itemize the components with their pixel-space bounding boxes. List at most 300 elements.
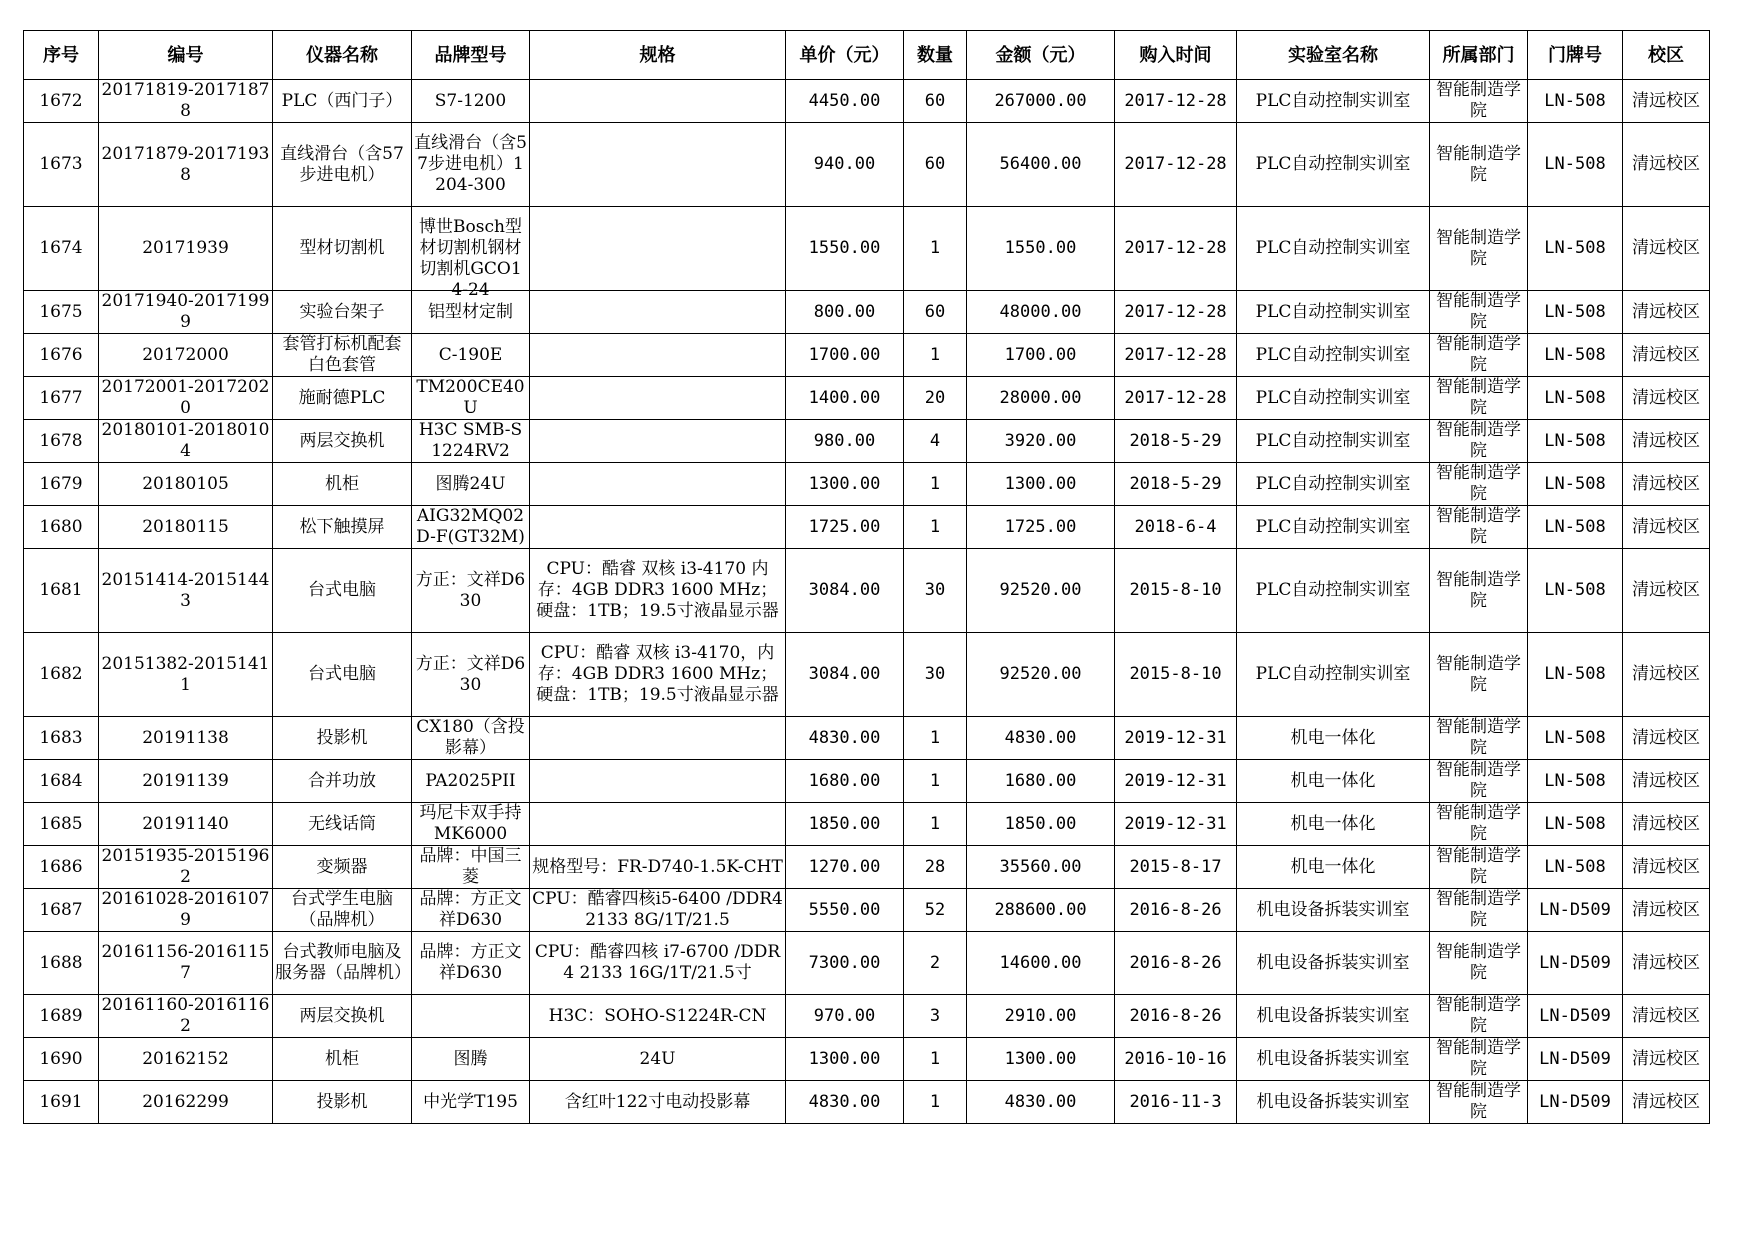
cell-campus <box>1623 803 1710 846</box>
cell-campus <box>1623 207 1710 291</box>
cell-room-text: LN-508 <box>1544 813 1606 834</box>
cell-date-text: 2017-12-28 <box>1124 90 1227 111</box>
cell-seq-text: 1673 <box>39 154 83 174</box>
cell-price-text: 800.00 <box>813 301 876 322</box>
cell-amount <box>967 506 1115 549</box>
cell-campus <box>1623 377 1710 420</box>
cell-code-text: 20180115 <box>142 516 229 537</box>
cell-date <box>1115 846 1237 889</box>
cell-code-text: 20171819-20171878 <box>101 80 270 121</box>
cell-code <box>99 207 273 291</box>
cell-spec-text: CPU：酷睿 双核 i3-4170 内存：4GB DDR3 1600 MHz；硬盘：1TB；19.5寸液晶显示器 <box>536 559 779 621</box>
cell-seq <box>24 932 99 995</box>
cell-room-text: LN-508 <box>1544 856 1606 877</box>
cell-amount-text: 4830.00 <box>1004 1091 1077 1112</box>
cell-name-text: 投影机 <box>316 727 368 748</box>
cell-campus <box>1623 549 1710 633</box>
cell-seq <box>24 123 99 207</box>
cell-lab-text: PLC自动控制实训室 <box>1255 90 1411 111</box>
cell-code <box>99 995 273 1038</box>
cell-qty-text: 1 <box>929 238 941 258</box>
cell-date <box>1115 506 1237 549</box>
cell-seq-text: 1686 <box>39 856 83 877</box>
cell-code-text: 20180101-20180104 <box>101 420 270 461</box>
cell-date-text: 2019-12-31 <box>1124 770 1227 791</box>
cell-price <box>786 420 904 463</box>
cell-seq <box>24 506 99 549</box>
header-dept: 所属部门 <box>1430 31 1528 80</box>
cell-code-text: 20162299 <box>142 1091 229 1112</box>
cell-date-text: 2018-6-4 <box>1134 516 1217 537</box>
cell-brand-text: 方正：文祥D630 <box>415 569 526 611</box>
cell-name-text: 两层交换机 <box>299 1005 385 1026</box>
cell-qty <box>904 334 967 377</box>
cell-name-text: PLC（西门子） <box>281 90 403 111</box>
cell-spec <box>530 1081 786 1124</box>
cell-lab <box>1237 889 1430 932</box>
cell-name-text: 套管打标机配套白色套管 <box>282 334 402 375</box>
cell-name <box>273 506 412 549</box>
cell-seq <box>24 334 99 377</box>
cell-name <box>273 377 412 420</box>
cell-seq <box>24 549 99 633</box>
cell-dept <box>1430 889 1528 932</box>
table-row <box>24 803 1710 846</box>
cell-seq-text: 1690 <box>39 1048 83 1069</box>
table-row <box>24 760 1710 803</box>
cell-brand-text: 玛尼卡双手持MK6000 <box>419 803 522 844</box>
cell-spec <box>530 633 786 717</box>
cell-brand <box>412 1081 530 1124</box>
cell-date-text: 2015-8-10 <box>1129 580 1222 600</box>
cell-lab-text: PLC自动控制实训室 <box>1255 516 1411 537</box>
cell-amount-text: 288600.00 <box>994 899 1087 920</box>
cell-amount <box>967 1038 1115 1081</box>
cell-code <box>99 760 273 803</box>
cell-amount-text: 92520.00 <box>999 664 1082 684</box>
cell-seq <box>24 291 99 334</box>
cell-brand <box>412 932 530 995</box>
cell-dept-text: 智能制造学院 <box>1436 846 1521 887</box>
cell-dept-text: 智能制造学院 <box>1436 506 1521 547</box>
cell-lab <box>1237 717 1430 760</box>
cell-date <box>1115 803 1237 846</box>
cell-price <box>786 760 904 803</box>
cell-lab-text: 机电一体化 <box>1290 727 1376 748</box>
cell-qty <box>904 846 967 889</box>
cell-room-text: LN-508 <box>1544 516 1606 537</box>
header-row <box>24 31 1710 80</box>
cell-seq <box>24 463 99 506</box>
cell-name <box>273 291 412 334</box>
cell-name-text: 松下触摸屏 <box>299 516 385 537</box>
cell-code-text: 20191140 <box>142 813 229 834</box>
cell-dept <box>1430 633 1528 717</box>
cell-lab-text: PLC自动控制实训室 <box>1255 301 1411 322</box>
cell-brand-text: PA2025PII <box>425 770 516 791</box>
cell-date-text: 2015-8-17 <box>1129 856 1222 877</box>
cell-dept <box>1430 377 1528 420</box>
cell-dept <box>1430 1081 1528 1124</box>
cell-spec <box>530 123 786 207</box>
cell-brand-text: S7-1200 <box>434 90 507 111</box>
cell-name-text: 施耐德PLC <box>298 387 386 408</box>
header-name: 仪器名称 <box>273 31 412 80</box>
cell-amount <box>967 932 1115 995</box>
cell-brand-text: 铝型材定制 <box>428 301 513 322</box>
cell-lab <box>1237 420 1430 463</box>
cell-qty-text: 2 <box>929 952 941 973</box>
cell-price <box>786 377 904 420</box>
cell-qty <box>904 760 967 803</box>
header-code: 编号 <box>99 31 273 80</box>
cell-campus-text: 清远校区 <box>1632 952 1700 973</box>
cell-campus <box>1623 334 1710 377</box>
cell-brand-text: 图腾 <box>453 1048 488 1069</box>
cell-room <box>1528 1038 1623 1081</box>
cell-code <box>99 846 273 889</box>
cell-brand-text: 品牌：中国三菱 <box>419 846 522 887</box>
cell-spec <box>530 80 786 123</box>
cell-name-text: 型材切割机 <box>299 238 385 258</box>
cell-qty-text: 1 <box>929 1091 941 1112</box>
header-campus: 校区 <box>1623 31 1710 80</box>
cell-name-text: 变频器 <box>316 856 368 877</box>
cell-seq-text: 1688 <box>39 952 83 973</box>
cell-lab <box>1237 506 1430 549</box>
cell-lab-text: PLC自动控制实训室 <box>1255 580 1411 600</box>
cell-qty-text: 4 <box>929 430 941 451</box>
cell-amount <box>967 633 1115 717</box>
cell-qty-text: 60 <box>924 301 946 322</box>
cell-date-text: 2017-12-28 <box>1124 387 1227 408</box>
cell-campus <box>1623 717 1710 760</box>
cell-campus-text: 清远校区 <box>1632 301 1700 322</box>
cell-dept-text: 智能制造学院 <box>1436 1038 1521 1079</box>
cell-lab <box>1237 291 1430 334</box>
table-row <box>24 207 1710 291</box>
cell-code <box>99 932 273 995</box>
cell-campus <box>1623 889 1710 932</box>
cell-lab-text: 机电设备拆装实训室 <box>1256 1005 1410 1026</box>
cell-code-text: 20171940-20171999 <box>101 291 270 332</box>
cell-amount-text: 2910.00 <box>1004 1005 1077 1026</box>
cell-campus-text: 清远校区 <box>1632 473 1700 494</box>
cell-code <box>99 420 273 463</box>
cell-qty-text: 1 <box>929 770 941 791</box>
cell-seq-text: 1683 <box>39 727 83 748</box>
cell-lab <box>1237 207 1430 291</box>
cell-code-text: 20151935-20151962 <box>101 846 270 887</box>
cell-amount <box>967 420 1115 463</box>
cell-code-text: 20161028-20161079 <box>101 889 270 930</box>
cell-lab <box>1237 549 1430 633</box>
cell-lab <box>1237 1038 1430 1081</box>
cell-amount <box>967 1081 1115 1124</box>
cell-amount-text: 28000.00 <box>999 387 1082 408</box>
cell-amount <box>967 549 1115 633</box>
cell-name <box>273 1038 412 1081</box>
cell-dept-text: 智能制造学院 <box>1436 463 1521 504</box>
cell-seq <box>24 377 99 420</box>
cell-seq-text: 1677 <box>39 387 83 408</box>
cell-name-text: 台式教师电脑及服务器（品牌机） <box>275 942 411 983</box>
cell-name <box>273 803 412 846</box>
cell-room <box>1528 207 1623 291</box>
cell-price <box>786 506 904 549</box>
table-row <box>24 506 1710 549</box>
cell-qty-text: 52 <box>924 899 946 920</box>
cell-lab-text: PLC自动控制实训室 <box>1255 473 1411 494</box>
cell-name <box>273 463 412 506</box>
cell-price-text: 970.00 <box>813 1005 876 1026</box>
cell-amount <box>967 377 1115 420</box>
cell-dept-text: 智能制造学院 <box>1436 717 1521 758</box>
cell-dept <box>1430 506 1528 549</box>
cell-name <box>273 420 412 463</box>
cell-room-text: LN-508 <box>1544 238 1606 258</box>
cell-lab <box>1237 334 1430 377</box>
cell-price <box>786 846 904 889</box>
cell-name-text: 实验台架子 <box>299 301 385 322</box>
header-qty: 数量 <box>904 31 967 80</box>
cell-name-text: 无线话筒 <box>308 813 376 834</box>
table-row <box>24 1038 1710 1081</box>
table-row <box>24 889 1710 932</box>
cell-lab <box>1237 995 1430 1038</box>
cell-dept <box>1430 846 1528 889</box>
cell-amount-text: 1700.00 <box>1004 344 1077 365</box>
cell-spec-text: CPU：酷睿 双核 i3-4170，内存：4GB DDR3 1600 MHz；硬盘：1TB；19.5寸液晶显示器 <box>536 643 779 705</box>
cell-date-text: 2019-12-31 <box>1124 727 1227 748</box>
cell-code <box>99 549 273 633</box>
cell-campus <box>1623 760 1710 803</box>
cell-room-text: LN-D509 <box>1539 1005 1611 1026</box>
cell-qty-text: 60 <box>924 154 946 174</box>
cell-name <box>273 717 412 760</box>
header-brand: 品牌型号 <box>412 31 530 80</box>
cell-price <box>786 633 904 717</box>
cell-price-text: 1680.00 <box>808 770 881 791</box>
header-spec: 规格 <box>530 31 786 80</box>
cell-name-text: 合并功放 <box>308 770 376 791</box>
cell-brand <box>412 549 530 633</box>
cell-dept <box>1430 207 1528 291</box>
cell-campus <box>1623 420 1710 463</box>
cell-lab-text: PLC自动控制实训室 <box>1255 238 1411 258</box>
cell-code-text: 20172000 <box>142 344 229 365</box>
cell-campus-text: 清远校区 <box>1632 90 1700 111</box>
cell-brand-text: AIG32MQ02D-F(GT32M) <box>416 506 525 547</box>
cell-amount-text: 14600.00 <box>999 952 1082 973</box>
cell-lab-text: 机电设备拆装实训室 <box>1256 1091 1410 1112</box>
cell-brand <box>412 717 530 760</box>
cell-amount-text: 56400.00 <box>999 154 1082 174</box>
cell-price-text: 5550.00 <box>808 899 881 920</box>
cell-room <box>1528 377 1623 420</box>
cell-code-text: 20172001-20172020 <box>101 377 270 418</box>
cell-room <box>1528 463 1623 506</box>
cell-dept <box>1430 549 1528 633</box>
table-body <box>24 80 1710 1124</box>
cell-campus-text: 清远校区 <box>1632 344 1700 365</box>
cell-qty-text: 1 <box>929 516 941 537</box>
cell-brand-text: TM200CE40U <box>416 377 525 418</box>
cell-price <box>786 889 904 932</box>
cell-code <box>99 717 273 760</box>
cell-date <box>1115 207 1237 291</box>
cell-room-text: LN-508 <box>1544 301 1606 322</box>
cell-qty-text: 3 <box>929 1005 941 1026</box>
cell-amount <box>967 889 1115 932</box>
cell-name <box>273 846 412 889</box>
cell-date <box>1115 1038 1237 1081</box>
table-row <box>24 123 1710 207</box>
cell-spec <box>530 463 786 506</box>
cell-lab-text: 机电一体化 <box>1290 813 1376 834</box>
cell-seq-text: 1672 <box>39 90 83 111</box>
cell-brand <box>412 633 530 717</box>
cell-amount <box>967 123 1115 207</box>
cell-seq-text: 1681 <box>39 580 83 600</box>
cell-name <box>273 549 412 633</box>
cell-campus-text: 清远校区 <box>1632 899 1700 920</box>
cell-qty <box>904 1038 967 1081</box>
cell-brand <box>412 123 530 207</box>
cell-seq-text: 1684 <box>39 770 83 791</box>
cell-dept <box>1430 717 1528 760</box>
table-row <box>24 291 1710 334</box>
table-row <box>24 932 1710 995</box>
cell-dept <box>1430 291 1528 334</box>
cell-brand-text: 品牌：方正文祥D630 <box>419 942 522 983</box>
cell-qty <box>904 717 967 760</box>
cell-seq-text: 1674 <box>39 238 83 258</box>
cell-room-text: LN-508 <box>1544 664 1606 684</box>
cell-lab-text: 机电设备拆装实训室 <box>1256 899 1410 920</box>
cell-brand <box>412 846 530 889</box>
cell-campus-text: 清远校区 <box>1632 430 1700 451</box>
cell-amount <box>967 80 1115 123</box>
cell-price-text: 1700.00 <box>808 344 881 365</box>
cell-campus <box>1623 291 1710 334</box>
table-row <box>24 420 1710 463</box>
cell-spec <box>530 803 786 846</box>
cell-campus <box>1623 633 1710 717</box>
cell-lab-text: PLC自动控制实训室 <box>1255 387 1411 408</box>
cell-dept-text: 智能制造学院 <box>1436 80 1521 121</box>
cell-price-text: 3084.00 <box>808 580 881 600</box>
cell-qty <box>904 463 967 506</box>
cell-brand-text: H3C SMB-S1224RV2 <box>418 420 523 461</box>
cell-seq <box>24 1038 99 1081</box>
cell-amount <box>967 717 1115 760</box>
cell-code-text: 20180105 <box>142 473 229 494</box>
cell-qty <box>904 633 967 717</box>
cell-seq-text: 1678 <box>39 430 83 451</box>
cell-date-text: 2015-8-10 <box>1129 664 1222 684</box>
cell-code-text: 20171879-20171938 <box>101 143 270 185</box>
cell-dept <box>1430 932 1528 995</box>
cell-room-text: LN-508 <box>1544 344 1606 365</box>
cell-spec-text: CPU：酷睿四核i5-6400 /DDR4 2133 8G/1T/21.5 <box>532 889 783 930</box>
cell-price <box>786 1038 904 1081</box>
cell-dept-text: 智能制造学院 <box>1436 143 1521 185</box>
cell-name <box>273 1081 412 1124</box>
cell-seq <box>24 80 99 123</box>
cell-qty-text: 1 <box>929 344 941 365</box>
cell-amount-text: 48000.00 <box>999 301 1082 322</box>
cell-price <box>786 932 904 995</box>
cell-brand <box>412 760 530 803</box>
cell-campus-text: 清远校区 <box>1632 580 1700 600</box>
cell-room <box>1528 889 1623 932</box>
cell-dept <box>1430 803 1528 846</box>
cell-seq <box>24 846 99 889</box>
table-row <box>24 377 1710 420</box>
cell-amount <box>967 760 1115 803</box>
cell-price-text: 1300.00 <box>808 1048 881 1069</box>
cell-room-text: LN-508 <box>1544 90 1606 111</box>
cell-spec <box>530 760 786 803</box>
cell-campus-text: 清远校区 <box>1632 727 1700 748</box>
cell-amount-text: 1300.00 <box>1004 1048 1077 1069</box>
cell-brand <box>412 506 530 549</box>
cell-price <box>786 549 904 633</box>
cell-seq-text: 1687 <box>39 899 83 920</box>
cell-brand-text: 图腾24U <box>435 473 506 494</box>
cell-room <box>1528 995 1623 1038</box>
cell-brand <box>412 1038 530 1081</box>
cell-code-text: 20191138 <box>142 727 229 748</box>
cell-room <box>1528 420 1623 463</box>
cell-seq-text: 1679 <box>39 473 83 494</box>
cell-spec-text: CPU：酷睿四核 i7-6700 /DDR4 2133 16G/1T/21.5寸 <box>534 942 781 983</box>
cell-spec-text: 含红叶122寸电动投影幕 <box>564 1091 751 1112</box>
cell-campus <box>1623 123 1710 207</box>
cell-price <box>786 334 904 377</box>
cell-name-text: 两层交换机 <box>299 430 385 451</box>
cell-brand <box>412 803 530 846</box>
cell-room-text: LN-508 <box>1544 430 1606 451</box>
cell-campus <box>1623 463 1710 506</box>
cell-date-text: 2016-8-26 <box>1129 899 1222 920</box>
cell-price-text: 1300.00 <box>808 473 881 494</box>
cell-lab <box>1237 846 1430 889</box>
cell-amount <box>967 803 1115 846</box>
cell-campus-text: 清远校区 <box>1632 770 1700 791</box>
cell-amount-text: 1300.00 <box>1004 473 1077 494</box>
cell-dept-text: 智能制造学院 <box>1436 1081 1521 1122</box>
cell-seq-text: 1689 <box>39 1005 83 1026</box>
cell-qty-text: 1 <box>929 813 941 834</box>
cell-code <box>99 506 273 549</box>
cell-date <box>1115 995 1237 1038</box>
cell-dept <box>1430 334 1528 377</box>
cell-room-text: LN-D509 <box>1539 899 1611 920</box>
cell-qty <box>904 207 967 291</box>
cell-lab <box>1237 760 1430 803</box>
cell-date <box>1115 760 1237 803</box>
cell-seq-text: 1675 <box>39 301 83 322</box>
cell-date-text: 2017-12-28 <box>1124 238 1227 258</box>
cell-campus-text: 清远校区 <box>1632 1091 1700 1112</box>
cell-seq-text: 1685 <box>39 813 83 834</box>
cell-qty <box>904 506 967 549</box>
cell-seq <box>24 420 99 463</box>
cell-code-text: 20191139 <box>142 770 229 791</box>
cell-date <box>1115 1081 1237 1124</box>
